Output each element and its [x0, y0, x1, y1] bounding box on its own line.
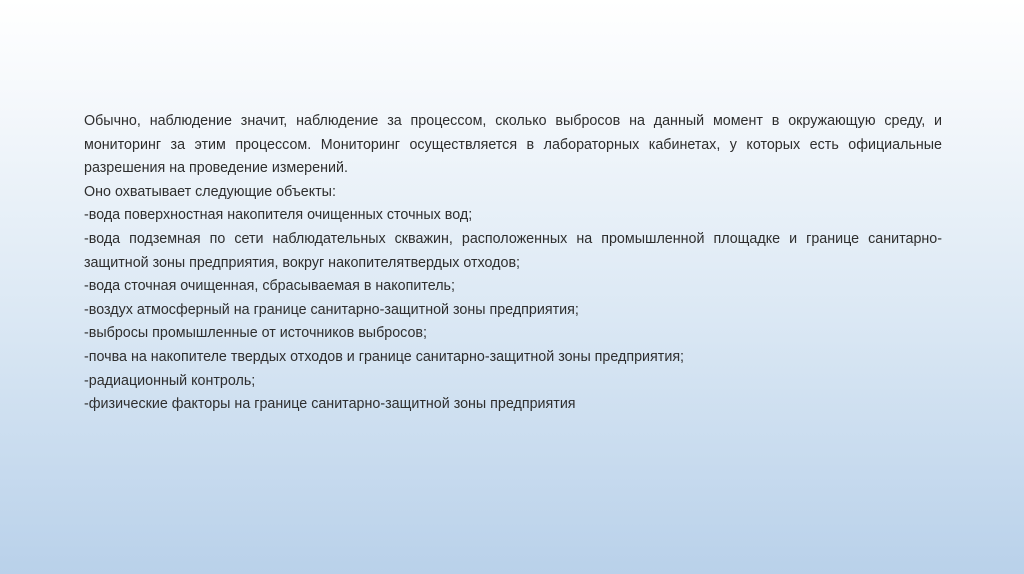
list-item: -радиационный контроль;: [84, 372, 256, 389]
objects-heading: Оно охватывает следующие объекты:: [84, 183, 336, 200]
slide-text-block: [84, 110, 942, 417]
list-item: -физические факторы на границе санитарно-защитной зоны предприятия: [84, 396, 576, 413]
intro-paragraph: Обычно, наблюдение значит, наблюдение за процессом, сколько выбросов на данный момент в окружающую среду, и мониторинг за этим процессом. Мониторинг осуществляется в лабораторных кабинетах, у которых есть официальные разрешения на проведение измерений.: [84, 113, 942, 177]
list-item: -вода сточная очищенная, сбрасываемая в накопитель;: [84, 278, 455, 295]
list-item: -вода поверхностная накопителя очищенных сточных вод;: [84, 207, 473, 224]
list-item: -почва на накопителе твердых отходов и границе санитарно-защитной зоны предприятия;: [84, 348, 685, 365]
list-item: -вода подземная по сети наблюдательных скважин, расположенных на промышленной площадке и границе санитарно-защитной зоны предприятия, вокруг накопителятвердых отходов;: [84, 230, 942, 271]
list-item: -воздух атмосферный на границе санитарно-защитной зоны предприятия;: [84, 301, 579, 318]
list-item: -выбросы промышленные от источников выбросов;: [84, 325, 427, 342]
